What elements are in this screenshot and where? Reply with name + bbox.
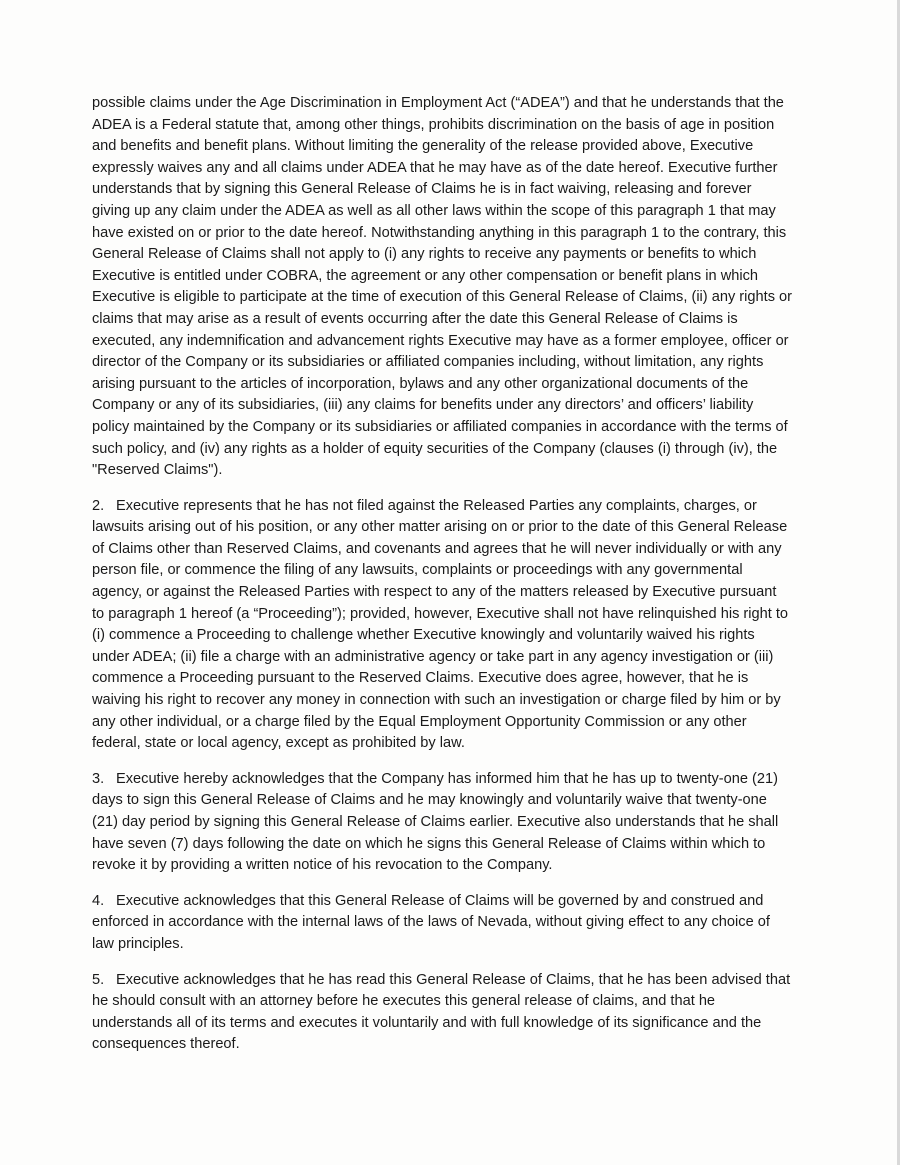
paragraph-text: Executive hereby acknowledges that the Company has informed him that he has up to twenty-one (21) days to sign this General Release of Claims and he may knowingly and voluntarily waive that twenty-one (21) day period by signing this General Release of Claims earlier. Executive also understands that he shall have seven (7) days following the date on which he signs this General Release of Claims within which to revoke it by providing a written notice of his revocation to the Company. [92,770,779,874]
paragraph-number: 5. [92,971,105,988]
paragraph-text: Executive represents that he has not filed against the Released Parties any complaints, charges, or lawsuits arising out of his position, or any other matter arising on or prior to the date of this General Release of Claims other than Reserved Claims, and covenants and agrees that he will never individually or with any person file, or commence the filing of any lawsuits, complaints or proceedings with any governmental agency, or against the Released Parties with respect to any of the matters released by Executive pursuant to paragraph 1 hereof (a “Proceeding”); provided, however, Executive shall not have relinquished his right to (i) commence a Proceeding to challenge whether Executive knowingly and voluntarily waived his rights under ADEA; (ii) file a charge with an administrative agency or take part in any agency investigation or (iii) commence a Proceeding pursuant to the Reserved Claims. Executive does agree, however, that he is waiving his right to recover any money in connection with such an investigation or charge filed by him or by any other individual, or a charge filed by the Equal Employment Opportunity Commission or any other federal, state or local agency, except as prohibited by law. [92,497,789,752]
paragraph-2 [92,496,792,755]
paragraph-text: possible claims under the Age Discrimination in Employment Act (“ADEA”) and that he understands that the ADEA is a Federal statute that, among other things, prohibits discrimination on the basis of age in position and benefits and benefit plans. Without limiting the generality of the release provided above, Executive expressly waives any and all claims under ADEA that he may have as of the date hereof. Executive further understands that by signing this General Release of Claims he is in fact waiving, releasing and forever giving up any claim under the ADEA as well as all other laws within the scope of this paragraph 1 that may have existed on or prior to the date hereof. Notwithstanding anything in this paragraph 1 to the contrary, this General Release of Claims shall not apply to (i) any rights to receive any payments or benefits to which Executive is entitled under COBRA, the agreement or any other compensation or benefit plans in which Executive is eligible to participate at the time of execution of this General Release of Claims, (ii) any rights or claims that may arise as a result of events occurring after the date this General Release of Claims is executed, any indemnification and advancement rights Executive may have as a former employee, officer or director of the Company or its subsidiaries or affiliated companies including, without limitation, any rights arising pursuant to the articles of incorporation, bylaws and any other organizational documents of the Company or any of its subsidiaries, (iii) any claims for benefits under any directors’ and officers’ liability policy maintained by the Company or its subsidiaries or affiliated companies in accordance with the terms of such policy, and (iv) any rights as a holder of equity securities of the Company (clauses (i) through (iv), the "Reserved Claims"). [92,95,793,479]
paragraph-text: Executive acknowledges that this General Release of Claims will be governed by and construed and enforced in accordance with the internal laws of the laws of Nevada, without giving effect to any choice of law principles. [92,892,770,952]
paragraph-1-continuation [92,93,792,482]
paragraph-number: 3. [92,770,105,787]
paragraph-3 [92,769,792,877]
paragraph-number: 4. [92,892,105,909]
paragraph-number: 2. [92,497,105,514]
document-body [92,93,792,1070]
paragraph-text: Executive acknowledges that he has read this General Release of Claims, that he has been advised that he should consult with an attorney before he executes this general release of claims, and that he understands all of its terms and executes it voluntarily and with full knowledge of its significance and the consequences thereof. [92,971,791,1053]
paragraph-4 [92,891,792,956]
paragraph-5 [92,970,792,1056]
